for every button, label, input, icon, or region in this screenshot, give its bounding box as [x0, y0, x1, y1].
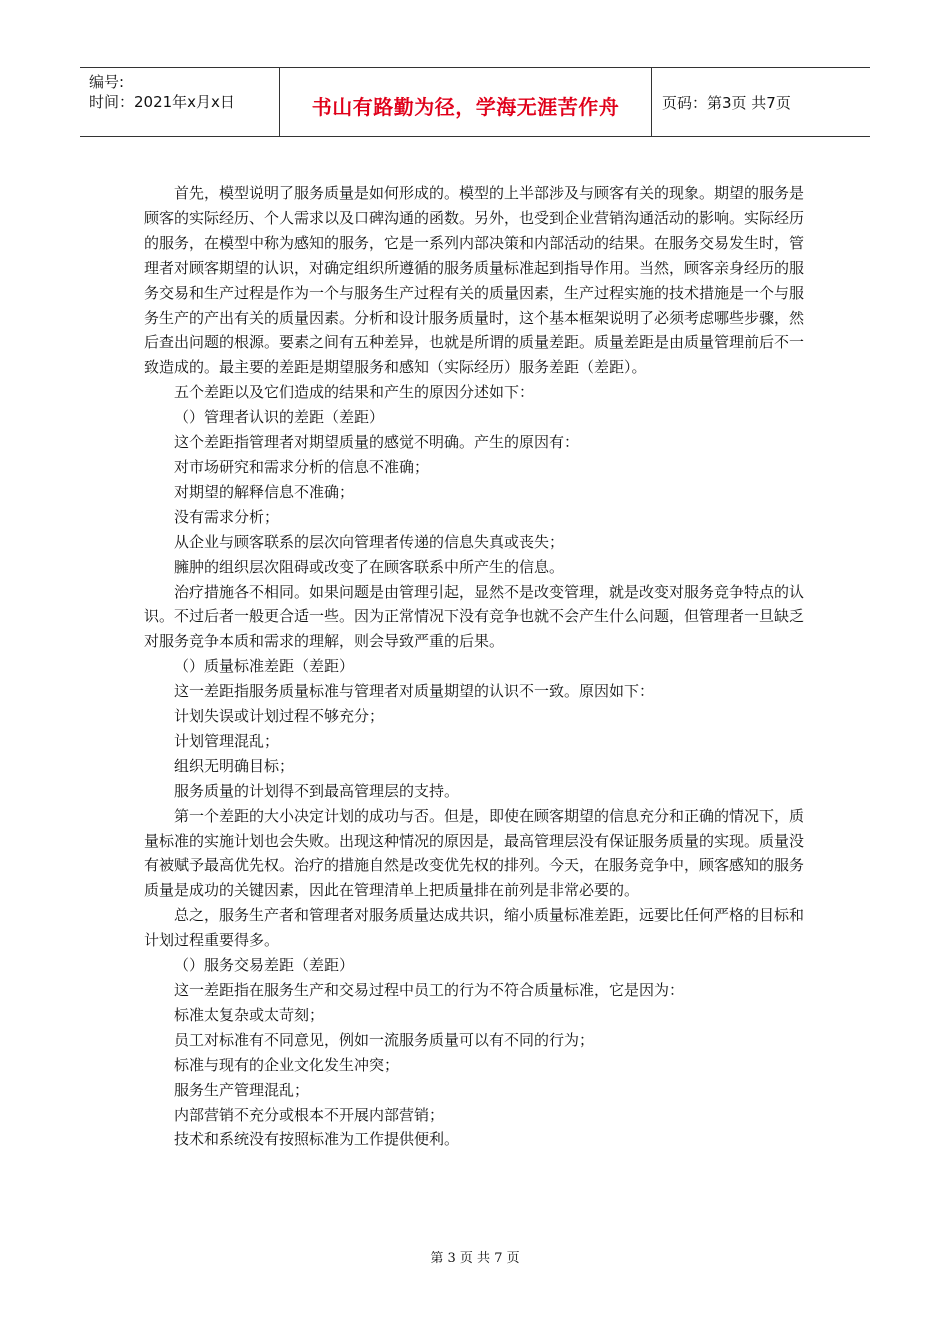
header-page-info: [652, 68, 870, 136]
section-heading: （）服务交易差距（差距）: [174, 956, 355, 975]
list-item: 标准与现有的企业文化发生冲突；: [174, 1055, 400, 1074]
header-motto: 书山有路勤为径，学海无涯苦作舟: [280, 68, 652, 136]
document-time-label: 时间：2021年x月x日: [89, 93, 235, 111]
list-item: 没有需求分析；: [174, 507, 280, 526]
list-item: 员工对标准有不同意见，例如一流服务质量可以有不同的行为；: [174, 1030, 595, 1049]
list-item: 技术和系统没有按照标准为工作提供便利。: [174, 1130, 460, 1149]
paragraph: 这一差距指服务质量标准与管理者对质量期望的认识不一致。原因如下：: [174, 682, 655, 701]
page-footer: 第 3 页 共 7 页: [430, 1251, 520, 1266]
list-item: 臃肿的组织层次阻碍或改变了在顾客联系中所产生的信息。: [174, 557, 565, 576]
section-heading: （）管理者认识的差距（差距）: [174, 408, 385, 427]
paragraph: 总之，服务生产者和管理者对服务质量达成共识，缩小质量标准差距，远要比任何严格的目标和计划过程重要得多。: [144, 906, 805, 950]
list-item: 服务生产管理混乱；: [174, 1080, 310, 1099]
paragraph: 第一个差距的大小决定计划的成功与否。但是，即使在顾客期望的信息充分和正确的情况下，质量标准的实施计划也会失败。出现这种情况的原因是，最高管理层没有保证服务质量的实现。质量没有被赋予最高优先权。治疗的措施自然是改变优先权的排列。今天，在服务竞争中，顾客感知的服务质量是成功的关键因素，因此在管理清单上把质量排在前列是非常必要的。: [144, 806, 805, 900]
section-heading: （）质量标准差距（差距）: [174, 657, 355, 676]
list-item: 标准太复杂或太苛刻；: [174, 1005, 325, 1024]
paragraph: 首先，模型说明了服务质量是如何形成的。模型的上半部涉及与顾客有关的现象。期望的服务是顾客的实际经历、个人需求以及口碑沟通的函数。另外，也受到企业营销沟通活动的影响。实际经历的服务，在模型中称为感知的服务，它是一系列内部决策和内部活动的结果。在服务交易发生时，管理者对顾客期望的认识，对确定组织所遵循的服务质量标准起到指导作用。当然，顾客亲身经历的服务交易和生产过程是作为一个与服务生产过程有关的质量因素，生产过程实施的技术措施是一个与服务生产的产出有关的质量因素。分析和设计服务质量时，这个基本框架说明了必须考虑哪些步骤，然后查出问题的根源。要素之间有五种差异，也就是所谓的质量差距。质量差距是由质量管理前后不一致造成的。最主要的差距是期望服务和感知（实际经历）服务差距（差距）。: [144, 184, 805, 377]
header-meta: [80, 68, 280, 136]
list-item: 组织无明确目标；: [174, 756, 295, 775]
list-item: 对市场研究和需求分析的信息不准确；: [174, 457, 430, 476]
paragraph: 治疗措施各不相同。如果问题是由管理引起，显然不是改变管理，就是改变对服务竞争特点的认识。不过后者一般更合适一些。因为正常情况下没有竞争也就不会产生什么问题，但管理者一旦缺乏对服务竞争本质和需求的理解，则会导致严重的后果。: [144, 582, 805, 651]
document-number-label: 编号:: [89, 73, 125, 91]
list-item: 从企业与顾客联系的层次向管理者传递的信息失真或丧失；: [174, 532, 565, 551]
document-body: [144, 181, 804, 1152]
paragraph: 这一差距指在服务生产和交易过程中员工的行为不符合质量标准，它是因为：: [174, 981, 685, 999]
paragraph: 五个差距以及它们造成的结果和产生的原因分述如下：: [174, 383, 535, 402]
page-header: [80, 67, 870, 137]
list-item: 服务质量的计划得不到最高管理层的支持。: [174, 781, 460, 800]
list-item: 对期望的解释信息不准确；: [174, 482, 355, 501]
list-item: 计划失误或计划过程不够充分；: [174, 707, 385, 726]
list-item: 计划管理混乱；: [174, 731, 280, 750]
paragraph: 这个差距指管理者对期望质量的感觉不明确。产生的原因有：: [174, 433, 580, 452]
list-item: 内部营销不充分或根本不开展内部营销；: [174, 1105, 445, 1124]
header-page-label: 页码：第3页 共7页: [662, 93, 791, 112]
